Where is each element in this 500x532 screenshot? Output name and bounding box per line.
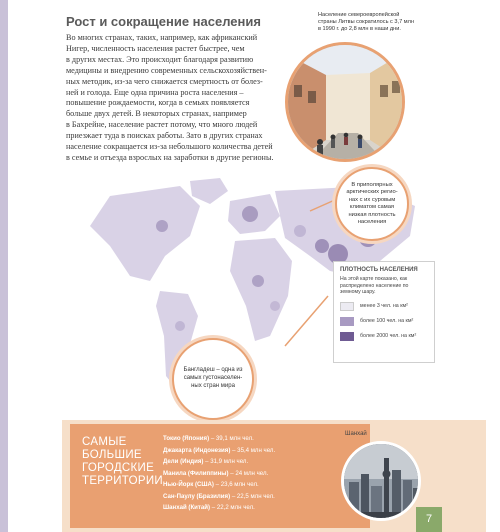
callout-line: ных стран мира bbox=[191, 382, 235, 389]
cities-title-line: САМЫЕ bbox=[82, 436, 127, 448]
cities-title-line: БОЛЬШИЕ bbox=[82, 449, 142, 461]
body-line: Нигер, численность населения растет быстрее, чем bbox=[66, 43, 245, 53]
cities-title-line: ГОРОДСКИЕ bbox=[82, 462, 155, 474]
legend-title: ПЛОТНОСТЬ НАСЕЛЕНИЯ bbox=[340, 267, 418, 273]
legend-swatch-medium bbox=[340, 317, 354, 326]
city-name: Сан-Паулу (Бразилия) bbox=[163, 492, 231, 500]
city-value: – 24 млн чел. bbox=[230, 469, 269, 477]
callout-line: населения bbox=[357, 219, 387, 225]
legend-label: более 100 чел. на км² bbox=[360, 318, 414, 324]
legend-desc-line: распределено население по bbox=[340, 282, 409, 289]
left-margin-strip bbox=[0, 0, 8, 532]
city-value: – 23,6 млн чел. bbox=[215, 481, 259, 488]
body-line: повышение рождаемости, когда в семьях появляется bbox=[66, 98, 250, 108]
body-line: в других местах. Это происходит благодаря развитию bbox=[66, 54, 254, 64]
city-row bbox=[163, 468, 275, 480]
callout-line: В приполярных bbox=[351, 181, 393, 188]
callout-line: самых густонаселен- bbox=[183, 375, 243, 382]
city-row bbox=[163, 479, 275, 491]
body-line: ней и голода. Еще одна причина роста населения – bbox=[66, 87, 244, 97]
callout-line: нах с их суровым bbox=[348, 196, 396, 203]
street-photo bbox=[285, 42, 405, 162]
caption-line: Население североевропейской bbox=[318, 12, 400, 18]
cities-title bbox=[82, 436, 162, 488]
legend-swatch-high bbox=[340, 332, 354, 341]
city-row bbox=[163, 433, 275, 445]
callout-line: Бангладеш – одна из bbox=[183, 367, 243, 374]
body-line: население сокращается из-за небольшого количества детей bbox=[66, 142, 273, 152]
legend-desc-line: земному шару. bbox=[340, 289, 376, 295]
legend-label: более 2000 чел. на км² bbox=[360, 333, 417, 339]
cities-title-line: ТЕРРИТОРИИ bbox=[82, 475, 163, 487]
city-value: – 39,1 млн чел. bbox=[210, 435, 254, 442]
section-body bbox=[66, 33, 282, 164]
city-row bbox=[163, 491, 275, 503]
legend-item-low bbox=[340, 302, 428, 311]
city-name: Дели (Индия) bbox=[163, 458, 204, 465]
legend-item-medium bbox=[340, 317, 428, 326]
arctic-callout bbox=[335, 167, 409, 241]
shanghai-label: Шанхай bbox=[345, 431, 367, 437]
body-line: больше двух детей. В некоторых странах, например bbox=[66, 109, 247, 119]
bangladesh-callout bbox=[172, 338, 254, 420]
legend-item-high bbox=[340, 332, 428, 341]
callout-line: арктических регио- bbox=[346, 189, 398, 195]
legend-desc-line: На этой карте показано, как bbox=[340, 276, 408, 282]
cities-list bbox=[163, 433, 275, 514]
callout-line: климатом самая bbox=[349, 204, 395, 210]
city-name: Токио (Япония) bbox=[163, 435, 210, 442]
city-name: Шанхай (Китай) bbox=[163, 504, 211, 511]
greenland bbox=[190, 178, 228, 204]
page-number: 7 bbox=[416, 507, 442, 532]
legend-description bbox=[340, 276, 428, 296]
bangladesh-callout-line bbox=[285, 296, 328, 346]
city-name: Манила (Филиппины) bbox=[163, 469, 229, 477]
caption-line: страны Литвы сократилось с 3,7 млн bbox=[318, 19, 414, 25]
city-name: Нью-Йорк (США) bbox=[163, 481, 214, 488]
body-line: в семье и отъезда взрослых на заработки в другие регионы. bbox=[66, 152, 274, 162]
city-row bbox=[163, 502, 275, 514]
body-line: в Бахрейне, население растет потому, что много людей bbox=[66, 120, 258, 130]
north-america bbox=[90, 186, 200, 281]
photo-caption bbox=[318, 12, 438, 33]
city-value: – 22,5 млн чел. bbox=[231, 492, 275, 500]
city-row bbox=[163, 445, 275, 457]
city-value: – 22,2 млн чел. bbox=[211, 504, 255, 511]
legend-label: менее 3 чел. на км² bbox=[360, 303, 408, 309]
callout-line: низкая плотность bbox=[348, 211, 396, 218]
density-legend bbox=[333, 261, 435, 363]
body-line: медицины и внедрению современных сельскохозяйствен- bbox=[66, 65, 267, 75]
body-line: ных методик, из-за чего снижается смертность от болез- bbox=[66, 76, 263, 86]
africa bbox=[230, 238, 292, 341]
body-line: Во многих странах, таких, например, как африканский bbox=[66, 33, 258, 42]
street-photo-illustration bbox=[288, 45, 405, 162]
section-title: Рост и сокращение населения bbox=[66, 14, 261, 29]
city-row bbox=[163, 456, 275, 468]
caption-line: в 1990 г. до 2,8 млн в наши дни. bbox=[318, 26, 401, 32]
city-value: – 31,9 млн чел. bbox=[205, 458, 249, 465]
city-value: – 35,4 млн чел. bbox=[232, 446, 276, 454]
legend-swatch-low bbox=[340, 302, 354, 311]
city-name: Джакарта (Индонезия) bbox=[163, 446, 231, 454]
body-line: приезжает туда в поисках работы. Зато в других странах bbox=[66, 131, 263, 141]
shanghai-photo bbox=[341, 441, 421, 521]
